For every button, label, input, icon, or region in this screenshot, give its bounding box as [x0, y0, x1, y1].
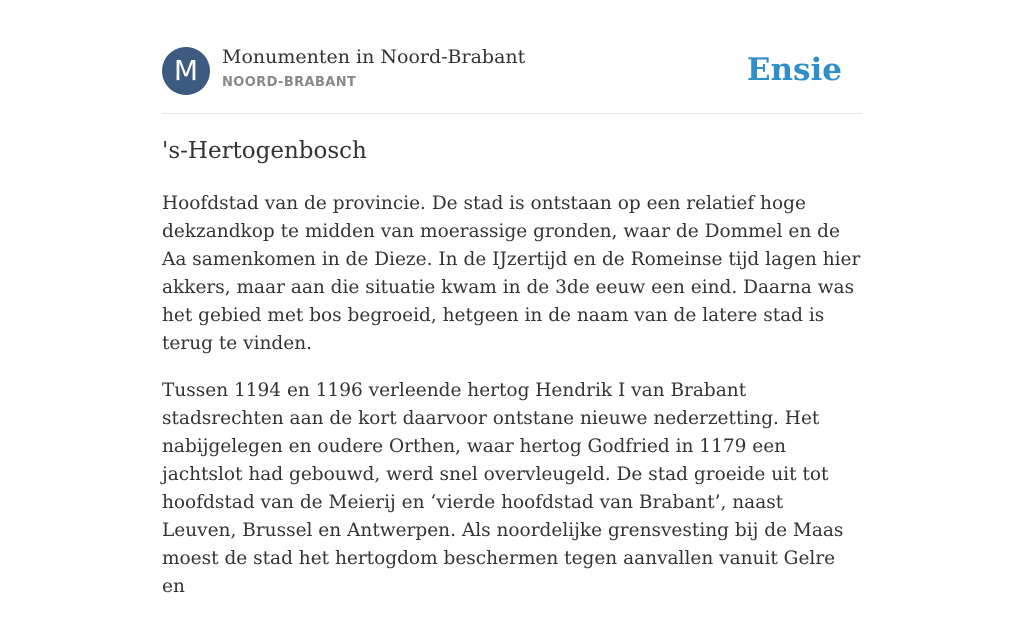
collection-title[interactable]: Monumenten in Noord-Brabant — [222, 46, 526, 68]
entry-title: 's-Hertogenbosch — [162, 138, 367, 164]
entry-body — [162, 190, 862, 620]
ensie-logo[interactable]: Ensie — [746, 52, 842, 88]
paragraph-1: Hoofdstad van de provincie. De stad is ontstaan op een relatief hoge dekzandkop te midden van moerassige gronden, waar de Dommel en de Aa samenkomen in de Dieze. In de IJzertijd en de Romeinse tijd lagen hier akkers, maar aan die situatie kwam in de 3de eeuw een eind. Daarna was het gebied met bos begroeid, hetgeen in de naam van de latere stad is terug te vinden. — [162, 193, 861, 354]
page — [162, 0, 862, 597]
avatar[interactable]: M — [162, 47, 210, 95]
collection-subtitle[interactable]: NOORD-BRABANT — [222, 75, 357, 90]
paragraph-2: Tussen 1194 en 1196 verleende hertog Hendrik I van Brabant stadsrechten aan de kort daarvoor ontstane nieuwe nederzetting. Het nabijgelegen en oudere Orthen, waar hertog Godfried in 1179 een jachtslot had gebouwd, werd snel overvleugeld. De stad groeide uit tot hoofdstad van de Meierij en ‘vierde hoofdstad van Brabant’, naast Leuven, Brussel en Antwerpen. Als noordelijke grensvesting bij de Maas moest de stad het hertogdom beschermen tegen aanvallen vanuit Gelre en — [162, 380, 844, 597]
header — [162, 0, 862, 114]
